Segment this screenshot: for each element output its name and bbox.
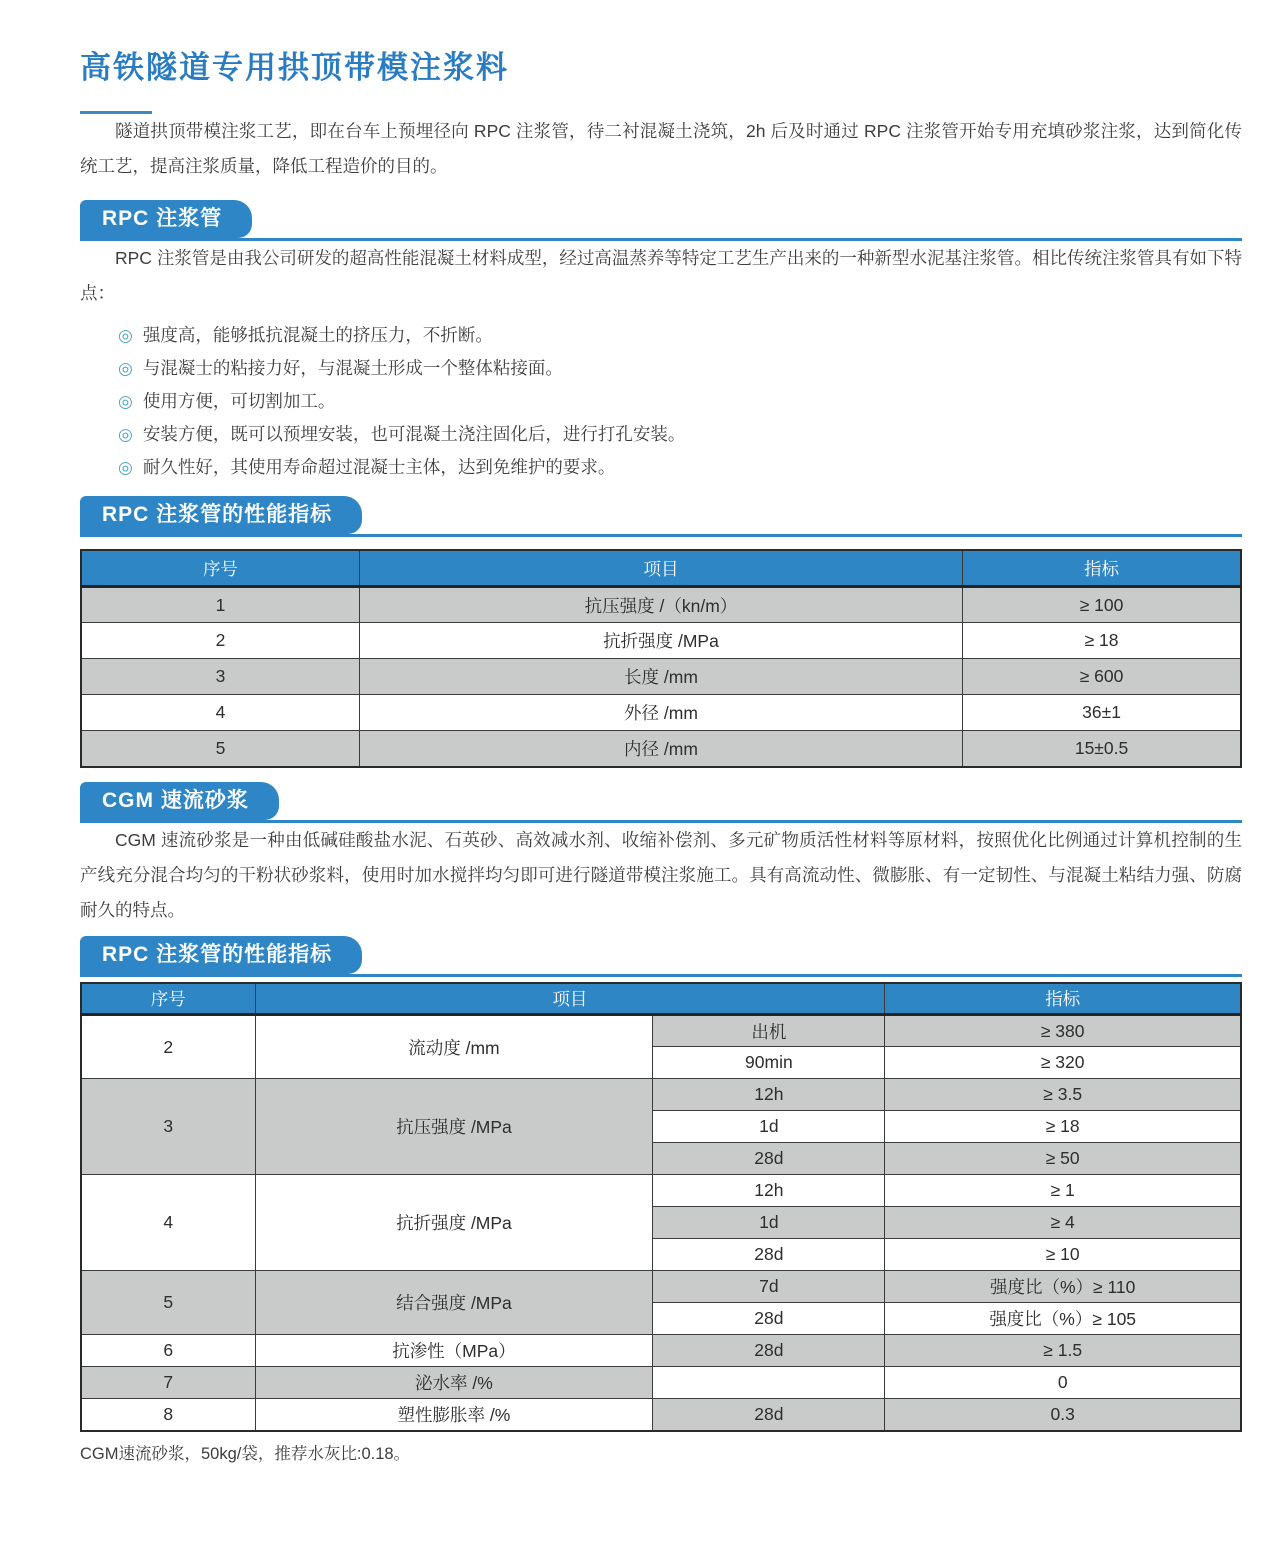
table-row bbox=[81, 695, 1241, 731]
table-row bbox=[81, 1015, 1241, 1047]
cell-value: ≥ 100 bbox=[963, 587, 1241, 623]
cell-condition: 28d bbox=[653, 1239, 885, 1271]
table-header-row bbox=[81, 550, 1241, 587]
cell-item: 内径 /mm bbox=[359, 731, 962, 767]
cell-no: 5 bbox=[81, 1271, 255, 1335]
cell-item: 流动度 /mm bbox=[255, 1015, 653, 1079]
cell-item: 结合强度 /MPa bbox=[255, 1271, 653, 1335]
column-header-item: 项目 bbox=[359, 550, 962, 587]
list-item-text: 安装方便，既可以预埋安装，也可混凝土浇注固化后，进行打孔安装。 bbox=[142, 423, 686, 444]
cell-no: 3 bbox=[81, 1079, 255, 1175]
column-header-value: 指标 bbox=[885, 983, 1241, 1015]
cell-item: 塑性膨胀率 /% bbox=[255, 1399, 653, 1431]
list-item-text: 耐久性好，其使用寿命超过混凝士主体，达到免维护的要求。 bbox=[142, 456, 616, 477]
footnote: CGM速流砂浆，50kg/袋，推荐水灰比:0.18。 bbox=[80, 1444, 411, 1463]
cell-value: 36±1 bbox=[963, 695, 1241, 731]
page-title: 高铁隧道专用拱顶带模注浆料 bbox=[80, 49, 509, 85]
table-header-row bbox=[81, 983, 1241, 1015]
cell-condition bbox=[653, 1367, 885, 1399]
cell-value: 0 bbox=[885, 1367, 1241, 1399]
table-row bbox=[81, 1367, 1241, 1399]
list-item-text: 与混凝士的粘接力好，与混凝土形成一个整体粘接面。 bbox=[142, 357, 563, 378]
cell-condition: 90min bbox=[653, 1047, 885, 1079]
cell-value: 强度比（%）≥ 110 bbox=[885, 1271, 1241, 1303]
table-row bbox=[81, 1399, 1241, 1431]
table-row bbox=[81, 731, 1241, 767]
list-item bbox=[118, 451, 1242, 484]
cell-value: ≥ 380 bbox=[885, 1015, 1241, 1047]
cell-value: ≥ 50 bbox=[885, 1143, 1241, 1175]
section-header-rpc-pipe bbox=[80, 200, 1242, 241]
section-tab-cgm: CGM 速流砂浆 bbox=[80, 782, 279, 820]
table-row bbox=[81, 623, 1241, 659]
rpc-specs-table bbox=[80, 549, 1242, 768]
cell-item: 抗折强度 /MPa bbox=[359, 623, 962, 659]
cell-item: 抗渗性（MPa） bbox=[255, 1335, 653, 1367]
cell-no: 2 bbox=[81, 1015, 255, 1079]
column-header-value: 指标 bbox=[963, 550, 1241, 587]
cell-condition: 出机 bbox=[653, 1015, 885, 1047]
rpc-table-body bbox=[81, 587, 1241, 767]
cgm-paragraph: CGM 速流砂浆是一种由低碱硅酸盐水泥、石英砂、高效减水剂、收缩补偿剂、多元矿物质活性材料等原材料，按照优化比例通过计算机控制的生产线充分混合均匀的干粉状砂浆料，使用时加水搅拌均匀即可进行隧道带模注浆施工。具有高流动性、微膨胀、有一定韧性、与混凝土粘结力强、防腐耐久的特点。 bbox=[80, 829, 1242, 920]
cell-no: 2 bbox=[81, 623, 359, 659]
cell-value: ≥ 4 bbox=[885, 1207, 1241, 1239]
cell-condition: 7d bbox=[653, 1271, 885, 1303]
cell-no: 8 bbox=[81, 1399, 255, 1431]
cell-item: 抗压强度 /MPa bbox=[255, 1079, 653, 1175]
bullet-icon: ◎ bbox=[118, 457, 133, 477]
cell-condition: 12h bbox=[653, 1175, 885, 1207]
table-row bbox=[81, 587, 1241, 623]
cell-condition: 1d bbox=[653, 1111, 885, 1143]
bullet-icon: ◎ bbox=[118, 424, 133, 444]
intro-paragraph: 隧道拱顶带模注浆工艺，即在台车上预埋径向 RPC 注浆管，待二衬混凝土浇筑，2h 后及时通过 RPC 注浆管开始专用充填砂浆注浆，达到简化传统工艺，提高注浆质量，降低工程造价的目的。 bbox=[80, 120, 1242, 176]
cell-item: 长度 /mm bbox=[359, 659, 962, 695]
table-row bbox=[81, 659, 1241, 695]
cell-value: ≥ 18 bbox=[963, 623, 1241, 659]
cell-item: 抗压强度 /（kn/m） bbox=[359, 587, 962, 623]
cgm-specs-table bbox=[80, 982, 1242, 1432]
cell-value: ≥ 320 bbox=[885, 1047, 1241, 1079]
column-header-item: 项目 bbox=[255, 983, 885, 1015]
rpc-pipe-paragraph: RPC 注浆管是由我公司研发的超高性能混凝土材料成型，经过高温蒸养等特定工艺生产出来的一种新型水泥基注浆管。相比传统注浆管具有如下特点： bbox=[80, 247, 1242, 303]
cell-value: ≥ 600 bbox=[963, 659, 1241, 695]
cell-item: 泌水率 /% bbox=[255, 1367, 653, 1399]
table-row bbox=[81, 1175, 1241, 1207]
cell-no: 3 bbox=[81, 659, 359, 695]
cell-no: 7 bbox=[81, 1367, 255, 1399]
cell-condition: 28d bbox=[653, 1399, 885, 1431]
column-header-no: 序号 bbox=[81, 550, 359, 587]
bullet-icon: ◎ bbox=[118, 391, 133, 411]
section-tab-rpc-specs: RPC 注浆管的性能指标 bbox=[80, 496, 362, 534]
table-row bbox=[81, 1271, 1241, 1303]
section-tab-rpc-pipe: RPC 注浆管 bbox=[80, 200, 252, 238]
list-item-text: 使用方便，可切割加工。 bbox=[142, 390, 336, 411]
cell-value: ≥ 10 bbox=[885, 1239, 1241, 1271]
list-item bbox=[118, 418, 1242, 451]
cell-condition: 12h bbox=[653, 1079, 885, 1111]
cell-no: 6 bbox=[81, 1335, 255, 1367]
rpc-feature-list bbox=[80, 319, 1242, 484]
cell-item: 外径 /mm bbox=[359, 695, 962, 731]
cell-value: ≥ 1.5 bbox=[885, 1335, 1241, 1367]
cell-value: 强度比（%）≥ 105 bbox=[885, 1303, 1241, 1335]
cell-condition: 28d bbox=[653, 1303, 885, 1335]
table-row bbox=[81, 1335, 1241, 1367]
cell-no: 4 bbox=[81, 1175, 255, 1271]
list-item bbox=[118, 319, 1242, 352]
cell-condition: 28d bbox=[653, 1143, 885, 1175]
cell-value: ≥ 1 bbox=[885, 1175, 1241, 1207]
cell-value: 15±0.5 bbox=[963, 731, 1241, 767]
cell-value: 0.3 bbox=[885, 1399, 1241, 1431]
cell-value: ≥ 3.5 bbox=[885, 1079, 1241, 1111]
list-item bbox=[118, 352, 1242, 385]
list-item bbox=[118, 385, 1242, 418]
cell-no: 1 bbox=[81, 587, 359, 623]
cgm-table-body bbox=[81, 1015, 1241, 1431]
cell-value: ≥ 18 bbox=[885, 1111, 1241, 1143]
cell-item: 抗折强度 /MPa bbox=[255, 1175, 653, 1271]
list-item-text: 强度高，能够抵抗混凝土的挤压力，不折断。 bbox=[142, 324, 493, 345]
section-header-cgm-specs bbox=[80, 936, 1242, 977]
cell-condition: 28d bbox=[653, 1335, 885, 1367]
section-header-rpc-specs bbox=[80, 496, 1242, 537]
section-header-cgm bbox=[80, 782, 1242, 823]
table-row bbox=[81, 1079, 1241, 1111]
column-header-no: 序号 bbox=[81, 983, 255, 1015]
bullet-icon: ◎ bbox=[118, 325, 133, 345]
bullet-icon: ◎ bbox=[118, 358, 133, 378]
cell-no: 5 bbox=[81, 731, 359, 767]
cell-condition: 1d bbox=[653, 1207, 885, 1239]
section-tab-cgm-specs: RPC 注浆管的性能指标 bbox=[80, 936, 362, 974]
cell-no: 4 bbox=[81, 695, 359, 731]
